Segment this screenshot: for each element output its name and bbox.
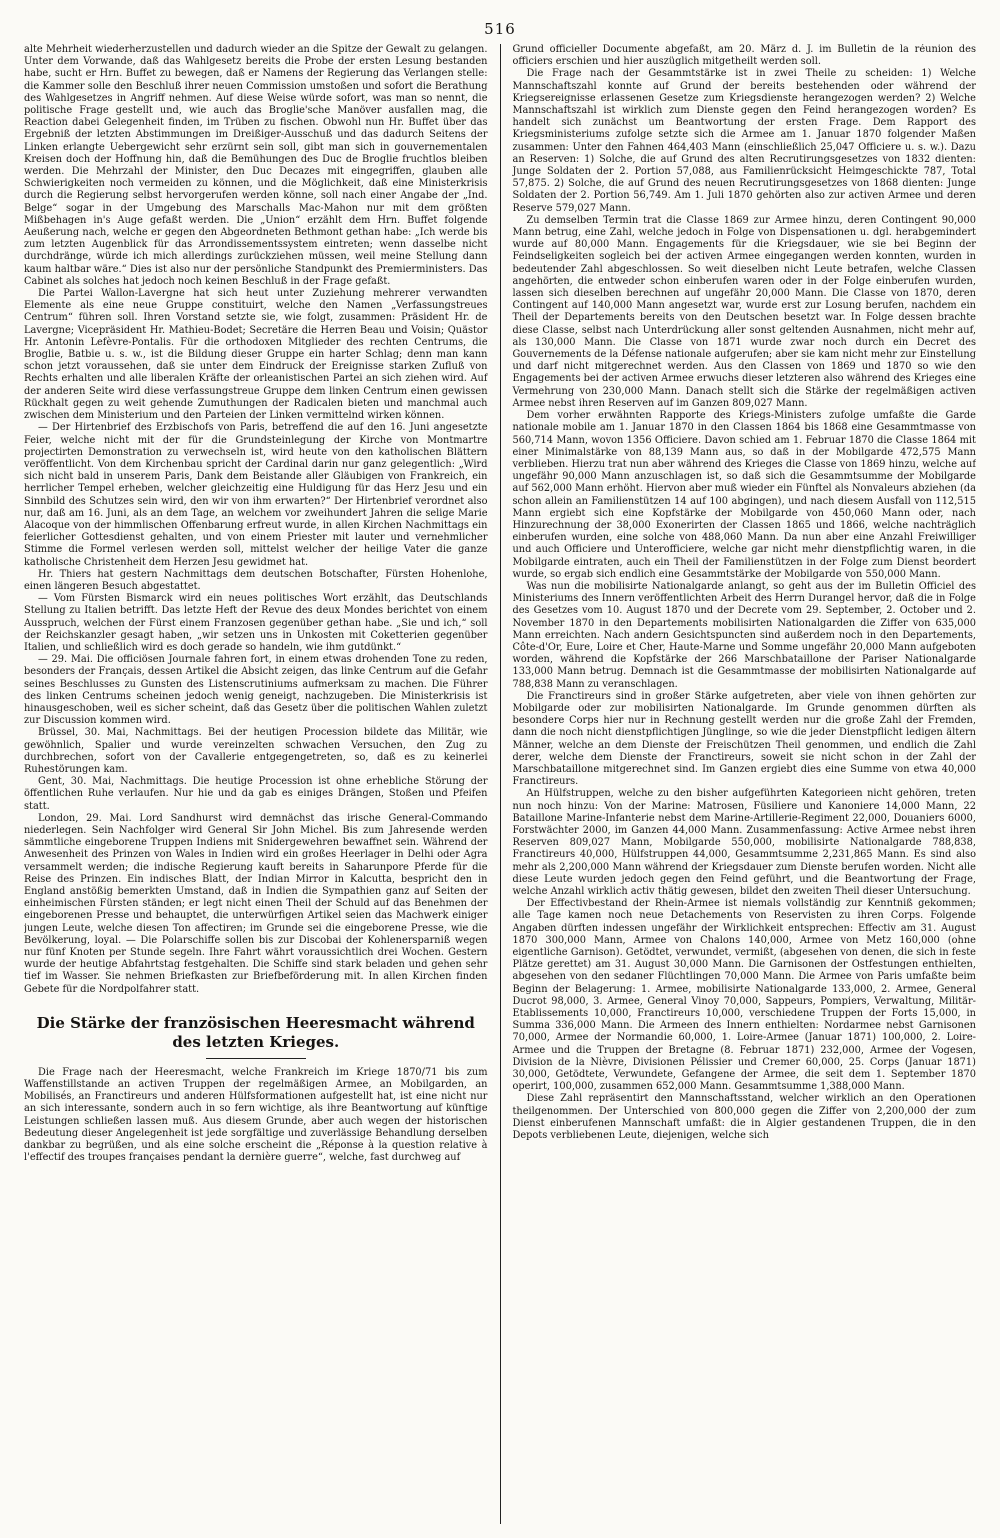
left-articles bbox=[24, 44, 488, 996]
paragraph: Gent, 30. Mai, Nachmittags. Die heutige Procession ist ohne erhebliche Störung der öffentlichen Ruhe verlaufen. Nur hie und da gab es einiges Drängen, Stoßen und Pfeifen statt. bbox=[24, 776, 488, 812]
paragraph: Die Frage nach der Heeresmacht, welche Frankreich im Kriege 1870/71 bis zum Waffenstillstande an activen Truppen der regelmäßigen Armee, an Mobilgarden, an Mobilisés, an Franctireurs und anderen Hülfsformationen aufgestellt hat, ist eine nicht nur an sich interessante, sondern auch in so fern wichtige, als ihre Beantwortung auf künftige Leistungen schließen lassen muß. Aus diesem Grunde, aber auch wegen der historischen Bedeutung dieser Angelegenheit ist jede sorgfältige und zuverlässige Behandlung derselben dankbar zu begrüßen, und als eine solche erscheint die „Réponse à la question relative à l'effectif des troupes françaises pendant la dernière guerre“, welche, fast durchweg auf bbox=[24, 1066, 488, 1164]
article-heading: Die Stärke der französischen Heeresmacht während des letzten Krieges. bbox=[36, 1013, 475, 1051]
article-heading-block bbox=[24, 1014, 488, 1059]
paragraph: — 29. Mai. Die officiösen Journale fahren fort, in einem etwas drohenden Tone zu reden, besonders der Français, dessen Artikel die Absicht zeigen, das linke Centrum auf die Gefahr seines Beschlusses zu Gunsten des Listenscrutiniums aufmerksam zu machen. Die Führer des linken Centrums scheinen jedoch wenig geneigt, nachzugeben. Die Ministerkrisis ist hinausgeschoben, weil es sicher scheint, daß das Gesetz über die politischen Wahlen zuletzt zur Discussion kommen wird. bbox=[24, 654, 488, 727]
heading-divider bbox=[206, 1058, 306, 1059]
paragraph: Was nun die mobilisirte Nationalgarde anlangt, so geht aus der im Bulletin Officiel des Ministeriums des Innern veröffentlichten Arbeit des Herrn Durangel hervor, daß die in Folge des Gesetzes vom 10. August 1870 und der Decrete vom 29. September, 2. October und 2. November 1870 in den Departements mobilisirten Nationalgarden die Ziffer von 635,000 Mann erreichten. Nach andern Gesichtspuncten sind außerdem noch in den Departements, Côte-d'Or, Eure, Loire et Cher, Haute-Marne und Somme ungefähr 20,000 Mann aufgeboten worden, während die Kopfstärke der 266 Marschbataillone der Pariser Nationalgarde 133,000 Mann betrug. Demnach ist die Gesammtmasse der mobilisirten Nationalgarde auf 788,838 Mann zu veranschlagen. bbox=[512, 580, 976, 690]
page-number: 516 bbox=[484, 20, 516, 38]
right-column bbox=[512, 44, 976, 1524]
columns bbox=[24, 44, 976, 1524]
left-article-body bbox=[24, 1067, 488, 1165]
paragraph: Die Frage nach der Gesammtstärke ist in zwei Theile zu scheiden: 1) Welche Mannschaftszahl konnte auf Grund der bereits bestehenden oder während der Kriegsereignisse erlassenen Gesetze zum Kriegsdienste herangezogen werden? 2) Welche Mannschaftszahl ist wirklich zum Dienste gegen den Feind herangezogen worden? Es handelt sich zunächst um Beantwortung der ersten Frage. Dem Rapport des Kriegsministeriums zufolge setzte sich die Armee am 1. Januar 1870 folgender Maßen zusammen: Unter den Fahnen 464,403 Mann (einschließlich 25,047 Officiere u. s. w.). Dazu an Reserven: 1) Solche, die auf Grund des alten Recrutirungsgesetzes von 1832 dienten: Junge Soldaten der 2. Portion 57,088, aus Familienrücksicht Heimgeschickte 787, Total 57,875. 2) Solche, die auf Grund des neuen Recrutirungsgesetzes von 1868 dienten: Junge Soldaten der 2. Portion 56,749. Am 1. Juli 1870 gehörten also zur activen Armee und deren Reserve 579,027 Mann. bbox=[512, 68, 976, 214]
column-divider bbox=[500, 44, 501, 1524]
paragraph: — Der Hirtenbrief des Erzbischofs von Paris, betreffend die auf den 16. Juni angesetzte Feier, welche nicht mit der für die Grundsteinlegung der Kirche von Montmartre projectirten Demonstration zu verwechseln ist, wird heute von den katholischen Blättern veröffentlicht. Von dem Kirchenbau spricht der Cardinal darin nur ganz gelegentlich: „Wird sich nicht bald in unserem Paris, Dank dem Beistande aller Gläubigen von Frankreich, ein herrlicher Tempel erheben, welcher gleichzeitig eine Huldigung für das Herz Jesu und ein Sinnbild des Schutzes sein wird, den wir von ihm erwarten?“ Der Hirtenbrief verordnet also nur, daß am 16. Juni, als an dem Tage, an welchem vor zweihundert Jahren die selige Marie Alacoque von der himmlischen Offenbarung erfreut wurde, in allen Kirchen Nachmittags ein feierlicher Gottesdienst gehalten, und von einem Priester mit lauter und vernehmlicher Stimme die Formel verlesen werden soll, mittelst welcher der heilige Vater die ganze katholische Christenheit dem Herzen Jesu gewidmet hat. bbox=[24, 422, 488, 568]
paragraph: Dem vorher erwähnten Rapporte des Kriegs-Ministers zufolge umfaßte die Garde nationale mobile am 1. Januar 1870 in den Classen 1864 bis 1868 eine Gesammtmasse von 560,714 Mann, wovon 1356 Officiere. Davon schied am 1. Februar 1870 die Classe 1864 mit einer Minimalstärke von 88,139 Mann aus, so daß in der Mobilgarde 472,575 Mann verblieben. Hierzu trat nun aber während des Krieges die Classe von 1869 hinzu, welche auf ungefähr 90,000 Mann anzuschlagen ist, so daß sich die Gesammtsumme der Mobilgarde auf 562,000 Mann erhöht. Hiervon aber muß wieder ein Fünftel als Nonvaleurs abziehen (da schon allein an Familienstützen 14 auf 100 abgingen), und nach diesem Ausfall von 112,515 Mann ergiebt sich eine Kopfstärke der Mobilgarde von 450,060 Mann oder, nach Hinzurechnung der 38,000 Exonerirten der Classen 1865 und 1866, welche nachträglich einberufen wurden, eine solche von 488,060 Mann. Da nun aber eine Anzahl Freiwilliger und auch Officiere und Unterofficiere, welche gar nicht mehr dienstpflichtig waren, in die Mobilgarde eintraten, auch ein Theil der Familienstützen in der Folge zum Dienst beordert wurde, so ergab sich endlich eine Gesammtstärke der Mobilgarde von 550,000 Mann. bbox=[512, 410, 976, 580]
paragraph: An Hülfstruppen, welche zu den bisher aufgeführten Kategorieen nicht gehören, treten nun noch hinzu: Von der Marine: Matrosen, Füsiliere und Kanoniere 14,000 Mann, 22 Bataillone Marine-Infanterie nebst dem Marine-Artillerie-Regiment 22,000, Douaniers 6000, Forstwächter 2000, im Ganzen 44,000 Mann. Zusammenfassung: Active Armee nebst ihren Reserven 809,027 Mann, Mobilgarde 550,000, mobilisirte Nationalgarde 788,838, Franctireurs 40,000, Hülfstruppen 44,000, Gesammtsumme 2,231,865 Mann. Es sind also mehr als 2,200,000 Mann während der Kriegsdauer zum Dienste berufen worden. Nicht alle diese Leute wurden jedoch gegen den Feind geführt, und die Beantwortung der Frage, welche Anzahl wirklich activ thätig gewesen, bildet den zweiten Theil dieser Untersuchung. bbox=[512, 788, 976, 898]
paragraph: alte Mehrheit wiederherzustellen und dadurch wieder an die Spitze der Gewalt zu gelangen. Unter dem Vorwande, daß das Wahlgesetz bereits die Probe der ersten Lesung bestanden habe, sucht er Hrn. Buffet zu bewegen, daß er Namens der Regierung das Verlangen stelle: die Kammer solle den Beschluß ihrer neuen Commission umstoßen und sofort die Berathung des Wahlgesetzes in Angriff nehmen. Auf diese Weise würde sofort, was man so nennt, die politische Frage gestellt und, wie auch das Broglie'sche Manöver ausfallen mag, die Reaction dabei Gelegenheit finden, im Trüben zu fischen. Obwohl nun Hr. Buffet über das Ergebniß der letzten Abstimmungen im Dreißiger-Ausschuß und das dadurch Seitens der Linken erlangte Uebergewicht sehr erzürnt sein soll, gibt man sich in gouvernementalen Kreisen doch der Hoffnung hin, daß die Bemühungen des Duc de Broglie fruchtlos bleiben werden. Die Mehrzahl der Minister, den Duc Decazes mit eingegriffen, glauben alle Schwierigkeiten noch vermeiden zu können, und die Möglichkeit, daß eine Ministerkrisis durch die Regierung selbst hervorgerufen werden könne, soll nach einer Angabe der „Ind. Belge“ sogar in der Umgebung des Marschalls Mac-Mahon nur mit dem größten Mißbehagen in's Auge gefaßt werden. Die „Union“ erzählt dem Hrn. Buffet folgende Aeußerung nach, welche er gegen den Abgeordneten Bethmont gethan habe: „Ich werde bis zum letzten Augenblick für das Arrondissementssystem eintreten; wenn dasselbe nicht durchdränge, würde ich mich allerdings zurückziehen müssen, weil meine Stellung dann kaum haltbar wäre.“ Dies ist also nur der persönliche Standpunkt des Premierministers. Das Cabinet als solches hat jedoch noch keinen Beschluß in der Frage gefaßt. bbox=[24, 44, 488, 287]
paragraph: Diese Zahl repräsentirt den Mannschaftsstand, welcher wirklich an den Operationen theilgenommen. Der Unterschied von 800,000 gegen die Ziffer von 2,200,000 der zum Dienst einberufenen Mannschaft umfaßt: die in Algier gestandenen Truppen, die in den Depots verbliebenen Leute, diejenigen, welche sich bbox=[512, 1093, 976, 1142]
paragraph: Der Effectivbestand der Rhein-Armee ist niemals vollständig zur Kenntniß gekommen; alle Tage kamen noch neue Detachements von Reservisten zu ihren Corps. Folgende Angaben dürften indessen ungefähr der Wirklichkeit entsprechen: Effectiv am 31. August 1870 300,000 Mann, Armee von Chalons 140,000, Armee von Metz 160,000 (ohne eigentliche Garnison). Getödtet, verwundet, vermißt, (abgesehen von denen, die sich in feste Plätze gerettet) am 31. August 30,000 Mann. Die Garnisonen der Ostfestungen enthielten, abgesehen von den sedaner Flüchtlingen 70,000 Mann. Die Armee von Paris umfaßte beim Beginn der Belagerung: 1. Armee, mobilisirte Nationalgarde 133,000, 2. Armee, General Ducrot 98,000, 3. Armee, General Vinoy 70,000, Sappeurs, Pompiers, Verwaltung, Militär-Etablissements 10,000, Franctireurs 10,000, verschiedene Truppen der Forts 15,000, in Summa 336,000 Mann. Die Armeen des Innern enthielten: Nordarmee nebst Garnisonen 70,000, Armee der Normandie 60,000, 1. Loire-Armee (Januar 1871) 100,000, 2. Loire-Armee und die Truppen der Bretagne (8. Februar 1871) 232,000, Armee der Vogesen, Division de la Nièvre, Divisionen Pélissier und Cremer 60,000, 25. Corps (Januar 1871) 30,000, Getödtete, Verwundete, Gefangene der Armee, die seit dem 1. September 1870 operirt, 100,000, zusammen 652,000 Mann. Gesammtsumme 1,388,000 Mann. bbox=[512, 898, 976, 1093]
paragraph: Brüssel, 30. Mai, Nachmittags. Bei der heutigen Procession bildete das Militär, wie gewöhnlich, Spalier und wurde vereinzelten schwachen Versuchen, den Zug zu durchbrechen, sofort von der Cavallerie entgegengetreten, so, daß es zu keinerlei Ruhestörungen kam. bbox=[24, 727, 488, 775]
left-column bbox=[24, 44, 488, 1524]
paragraph: — Vom Fürsten Bismarck wird ein neues politisches Wort erzählt, das Deutschlands Stellung zu Italien betrifft. Das letzte Heft der Revue des deux Mondes berichtet von einem Ausspruch, welchen der Fürst einem Franzosen gegenüber gethan habe. „Sie und ich,“ soll der Reichskanzler gesagt haben, „wir setzen uns in Unkosten mit Coketterien gegenüber Italien, und schließlich wird es doch gerade so handeln, wie ihm gutdünkt.“ bbox=[24, 593, 488, 653]
paragraph: London, 29. Mai. Lord Sandhurst wird demnächst das irische General-Commando niederlegen. Sein Nachfolger wird General Sir John Michel. Bis zum Jahresende werden sämmtliche eingeborene Truppen Indiens mit Snidergewehren bewaffnet sein. Während der Anwesenheit des Prinzen von Wales in Indien wird ein großes Heerlager in Delhi oder Agra versammelt werden; die indische Regierung kauft bereits in Saharunpore Pferde für die Reise des Prinzen. Ein indisches Blatt, der Indian Mirror in Kalcutta, bespricht den in England anstößig bemerkten Umstand, daß in Indien die Sympathien ganz auf Seiten der einheimischen Fürsten ständen; er legt nicht einen Theil der Schuld auf das Benehmen der eingeborenen Presse und behauptet, die unterwürfigen Artikel seien das Machwerk einiger jungen Leute, welche diesen Ton affectiren; im Grunde sei die eingeborene Presse, wie die Bevölkerung, loyal. — Die Polarschiffe sollen bis zur Discobai der Kohlenersparniß wegen nur fünf Knoten per Stunde segeln. Ihre Fahrt währt voraussichtlich drei Wochen. Gestern wurde der heutige Abfahrtstag festgehalten. Die Schiffe sind stark beladen und gehen sehr tief im Wasser. Sie nehmen Briefkasten zur Briefbeförderung mit. In allen Kirchen finden Gebete für die Nordpolfahrer statt. bbox=[24, 812, 488, 995]
paragraph: Hr. Thiers hat gestern Nachmittags dem deutschen Botschafter, Fürsten Hohenlohe, einen längeren Besuch abgestattet. bbox=[24, 568, 488, 592]
paragraph: Zu demselben Termin trat die Classe 1869 zur Armee hinzu, deren Contingent 90,000 Mann betrug, eine Zahl, welche jedoch in Folge von Dispensationen u. dgl. herabgemindert wurde auf 80,000 Mann. Engagements für die Kriegsdauer, wie sie bei Beginn der Feindseligkeiten sogleich bei der activen Armee eingegangen werden konnten, wurden in bedeutender Zahl abgeschlossen. So weit dieselben nicht Leute betrafen, welche Classen angehörten, die entweder schon einberufen waren oder in der Folge einberufen wurden, lassen sich dieselben berechnen auf ungefähr 20,000 Mann. Die Classe von 1870, deren Contingent auf 140,000 Mann angesetzt war, wurde erst zur Losung berufen, nachdem ein Theil der Departements bereits von den Deutschen besetzt war. In Folge dessen brachte diese Classe, selbst nach Unterdrückung aller sonst geltenden Ausnahmen, nicht mehr auf, als 130,000 Mann. Die Classe von 1871 wurde zwar noch durch ein Decret des Gouvernements de la Défense nationale aufgerufen; aber sie kam nicht mehr zur Einstellung und darf nicht mitgerechnet werden. Aus den Classen von 1869 und 1870 so wie den Engagements bei der activen Armee erwuchs dieser letzteren also während des Krieges eine Vermehrung von 230,000 Mann. Danach stellt sich die Stärke der regelmäßigen activen Armee nebst ihren Reserven auf im Ganzen 809,027 Mann. bbox=[512, 214, 976, 409]
paragraph: Grund officieller Documente abgefaßt, am 20. März d. J. im Bulletin de la réunion des officiers erschien und hier auszüglich mitgetheilt werden soll. bbox=[512, 44, 976, 68]
paragraph: Die Partei Wallon-Lavergne hat sich heut unter Zuziehung mehrerer verwandten Elemente als eine neue Gruppe constituirt, welche den Namen „Verfassungstreues Centrum“ führen soll. Ihren Vorstand setzte sie, wie folgt, zusammen: Präsident Hr. de Lavergne; Vicepräsident Hr. Mathieu-Bodet; Secretäre die Herren Beau und Voisin; Quästor Hr. Antonin Lefèvre-Pontalis. Für die orthodoxen Mitglieder des rechten Centrums, die Broglie, Batbie u. s. w., ist die Bildung dieser Gruppe ein harter Schlag; denn man kann schon jetzt voraussehen, daß sie unter dem Eindruck der Ereignisse starken Zufluß von Rechts erhalten und alle liberalen Kräfte der orleanistischen Partei an sich ziehen wird. Auf der anderen Seite wird diese verfassungstreue Gruppe dem linken Centrum einen gewissen Rückhalt gegen zu weit gehende Zumuthungen der Radicalen bieten und manchmal auch zwischen dem Ministerium und den Parteien der Linken vermittelnd wirken können. bbox=[24, 288, 488, 422]
paragraph: Die Franctireurs sind in großer Stärke aufgetreten, aber viele von ihnen gehörten zur Mobilgarde oder zur mobilisirten Nationalgarde. Im Grunde genommen dürften als besondere Corps hier nur in Rechnung gestellt werden nur die große Zahl der Fremden, dann die noch nicht dienstpflichtigen Jünglinge, so wie die jeder Dienstpflicht ledigen ältern Männer, welche an dem Dienste der Freischützen Theil genommen, und endlich die Zahl derer, welche dem Dienste der Franctireurs, soweit sie nicht schon in der Zahl der Marschbataillone mitgerechnet sind. Im Ganzen ergiebt dies eine Summe von etwa 40,000 Franctireurs. bbox=[512, 690, 976, 788]
